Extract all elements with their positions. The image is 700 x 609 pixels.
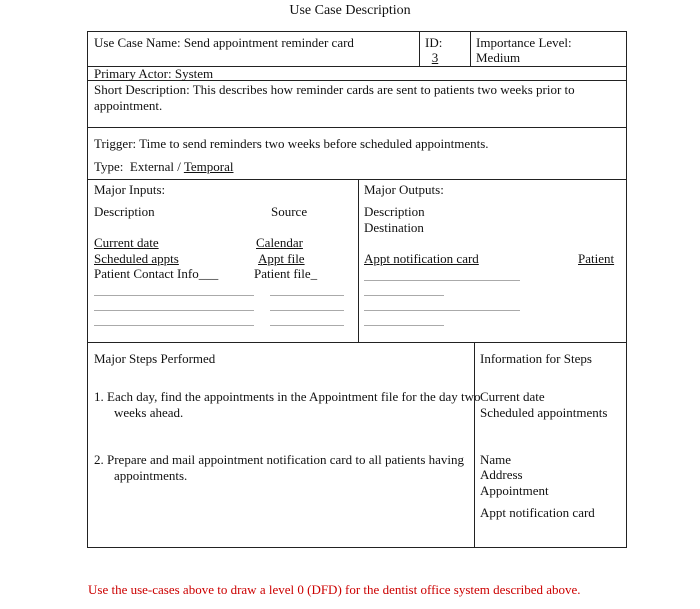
step-item: 1. Each day, find the appointments in the Appointment file for the day two weeks ahead. (94, 389, 481, 420)
input-source: Calendar (256, 235, 303, 250)
outputs-destination-col: Destination (364, 220, 424, 235)
blank-line (270, 295, 344, 296)
inputs-source-col: Source (271, 204, 308, 219)
output-description: Appt notification card (364, 251, 479, 266)
blank-line (94, 310, 254, 311)
input-description: Patient Contact Info___ (94, 266, 219, 281)
input-source: Patient file_ (254, 266, 318, 281)
steps-heading: Major Steps Performed (94, 351, 216, 366)
output-destination: Patient (578, 251, 615, 266)
importance-divider (470, 31, 471, 66)
blank-line (364, 310, 520, 311)
step-item: 2. Prepare and mail appointment notification card to all patients having appointments. (94, 452, 465, 483)
blank-line (364, 325, 444, 326)
io-bottom-line (87, 342, 627, 343)
input-source: Appt file (258, 251, 305, 266)
type-temporal: Temporal (183, 159, 234, 174)
step-info: Address (480, 467, 523, 482)
use-case-name: Use Case Name: Send appointment reminder card (94, 35, 354, 50)
importance-label: Importance Level: (476, 35, 572, 50)
blank-line (270, 325, 344, 326)
page-title: Use Case Description (289, 3, 411, 18)
trigger: Trigger: Time to send reminders two weeks before scheduled appointments. (94, 136, 489, 151)
importance-value: Medium (476, 50, 521, 65)
input-description: Scheduled appts (94, 251, 179, 266)
step-info: Current date (480, 389, 545, 404)
type-external: External (129, 159, 174, 174)
blank-line (364, 280, 520, 281)
inputs-description-col: Description (94, 204, 155, 219)
primary-actor: Primary Actor: System (94, 66, 214, 81)
blank-line (270, 310, 344, 311)
blank-line (364, 295, 444, 296)
step-info: Appointment (480, 483, 549, 498)
type-separator: / (177, 159, 181, 174)
step-info: Scheduled appointments (480, 405, 608, 420)
steps-info-divider (474, 342, 475, 548)
blank-line (94, 325, 254, 326)
description-bottom-line (87, 127, 627, 128)
inputs-heading: Major Inputs: (94, 182, 166, 197)
blank-line (94, 295, 254, 296)
outputs-description-col: Description (364, 204, 425, 219)
type-bottom-line (87, 179, 627, 180)
assignment-instruction: Use the use-cases above to draw a level 0 (DFD) for the dentist office system described above. (88, 582, 581, 597)
inputs-outputs-divider (358, 179, 359, 342)
id-label: ID: (425, 35, 443, 50)
id-divider (419, 31, 420, 66)
type-line (94, 159, 234, 175)
info-heading: Information for Steps (480, 351, 592, 366)
step-info: Name (480, 452, 512, 467)
input-description: Current date (94, 235, 159, 250)
type-label: Type: (94, 159, 124, 174)
outputs-heading: Major Outputs: (364, 182, 444, 197)
short-description: Short Description: This describes how reminder cards are sent to patients two weeks prior to appointment. (94, 82, 575, 113)
step-info: Appt notification card (480, 505, 595, 520)
id-value: 3 (431, 50, 439, 65)
